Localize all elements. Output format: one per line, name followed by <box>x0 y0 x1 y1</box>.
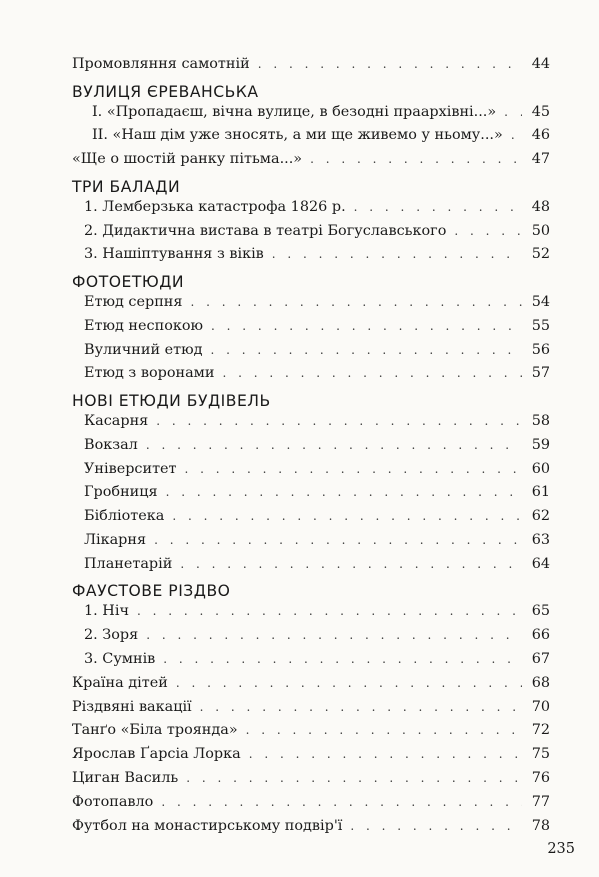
dot-leader <box>137 604 522 618</box>
entry-title: 2. Дидактична вистава в театрі Богуславського <box>84 222 447 239</box>
toc-entry[interactable] <box>72 746 550 770</box>
dot-leader <box>190 295 522 309</box>
dot-leader <box>511 128 522 142</box>
toc-entry[interactable] <box>72 508 550 532</box>
entry-title: Гробниця <box>84 484 158 501</box>
entry-page: 64 <box>531 555 550 572</box>
entry-page: 72 <box>531 722 550 739</box>
entry-title: Лікарня <box>84 531 147 548</box>
dot-leader <box>146 438 522 452</box>
entry-title: Етюд з воронами <box>84 365 215 382</box>
toc-entry[interactable] <box>72 770 550 794</box>
entry-page: 67 <box>531 650 550 667</box>
dot-leader <box>186 771 522 785</box>
dot-leader <box>272 247 522 261</box>
section-heading: ТРИ БАЛАДИ <box>72 177 181 196</box>
dot-leader <box>211 319 522 333</box>
entry-page: 56 <box>531 341 550 358</box>
toc-entry[interactable] <box>72 627 550 651</box>
entry-page: 48 <box>531 198 550 215</box>
toc-entry[interactable] <box>72 699 550 723</box>
entry-page: 63 <box>531 531 550 548</box>
entry-title: Фотопавло <box>72 793 154 810</box>
entry-title: Етюд серпня <box>84 293 183 310</box>
entry-title: I. «Пропадаєш, вічна вулице, в безодні праархівні...» <box>92 103 497 120</box>
toc-entry[interactable] <box>72 461 550 485</box>
entry-title: Бібліотека <box>84 508 165 525</box>
entry-title: 1. Лемберзька катастрофа 1826 р. <box>84 198 346 215</box>
toc-entry[interactable] <box>72 365 550 389</box>
entry-title: 1. Ніч <box>84 603 129 620</box>
entry-title: Футбол на монастирському подвір'ї <box>72 817 343 834</box>
dot-leader <box>350 819 522 833</box>
dot-leader <box>200 700 522 714</box>
dot-leader <box>161 795 522 809</box>
toc-entry[interactable] <box>72 199 550 223</box>
entry-title: Циган Василь <box>72 769 179 786</box>
entry-page: 77 <box>531 793 550 810</box>
entry-page: 54 <box>531 293 550 310</box>
toc-entry[interactable] <box>72 603 550 627</box>
toc-entry[interactable] <box>72 651 550 675</box>
entry-page: 59 <box>531 436 550 453</box>
toc-entry[interactable] <box>72 794 550 818</box>
entry-page: 52 <box>531 246 550 263</box>
dot-leader <box>185 462 522 476</box>
toc-entry[interactable] <box>72 294 550 318</box>
dot-leader <box>166 485 522 499</box>
entry-title: 3. Сумнів <box>84 650 156 667</box>
entry-page: 70 <box>531 698 550 715</box>
section-heading: ФАУСТОВЕ РІЗДВО <box>72 582 231 601</box>
toc-entry[interactable] <box>72 56 550 80</box>
toc-entry[interactable] <box>72 484 550 508</box>
entry-title: «Ще о шостій ранку пітьма...» <box>72 151 303 168</box>
dot-leader <box>156 414 522 428</box>
entry-page: 78 <box>531 817 550 834</box>
entry-page: 65 <box>531 603 550 620</box>
entry-page: 68 <box>531 674 550 691</box>
entry-title: Планетарій <box>84 555 173 572</box>
section-heading: ВУЛИЦЯ ЄРЕВАНСЬКА <box>72 82 259 101</box>
dot-leader <box>176 676 522 690</box>
dot-leader <box>154 533 522 547</box>
entry-title: II. «Наш дім уже зносять, а ми ще живемо у ньому...» <box>92 127 503 144</box>
page-number: 235 <box>547 841 575 857</box>
dot-leader <box>211 343 522 357</box>
entry-page: 58 <box>531 412 550 429</box>
entry-page: 57 <box>531 365 550 382</box>
entry-title: Університет <box>84 460 177 477</box>
dot-leader <box>354 200 522 214</box>
entry-title: Ярослав Ґарсіа Лорка <box>72 746 241 763</box>
toc-entry[interactable] <box>72 246 550 270</box>
section-heading: ФОТОЕТЮДИ <box>72 273 185 292</box>
toc-entry[interactable] <box>72 342 550 366</box>
entry-page: 44 <box>531 56 550 72</box>
dot-leader <box>310 152 522 166</box>
toc-entry[interactable] <box>72 223 550 247</box>
entry-title: 3. Нашіптування з віків <box>84 246 264 263</box>
entry-title: Країна дітей <box>72 674 168 691</box>
dot-leader <box>258 57 522 71</box>
entry-title: Вуличний етюд <box>84 341 203 358</box>
entry-page: 50 <box>531 222 550 239</box>
toc-entry[interactable] <box>72 818 550 842</box>
toc-entry[interactable] <box>72 722 550 746</box>
table-of-contents <box>72 56 550 841</box>
toc-entry[interactable] <box>72 151 550 175</box>
dot-leader <box>180 557 522 571</box>
entry-title: 2. Зоря <box>84 627 139 644</box>
entry-page: 47 <box>531 151 550 168</box>
toc-entry[interactable] <box>72 318 550 342</box>
toc-entry[interactable] <box>72 127 550 151</box>
entry-title: Промовляння самотній <box>72 56 250 72</box>
dot-leader <box>222 366 522 380</box>
toc-entry[interactable] <box>72 675 550 699</box>
entry-page: 60 <box>531 460 550 477</box>
dot-leader <box>504 105 522 119</box>
entry-page: 61 <box>531 484 550 501</box>
entry-title: Танґо «Біла троянда» <box>72 722 238 739</box>
entry-page: 76 <box>531 769 550 786</box>
toc-entry[interactable] <box>72 413 550 437</box>
entry-page: 46 <box>531 127 550 144</box>
dot-leader <box>249 747 522 761</box>
entry-page: 62 <box>531 508 550 525</box>
dot-leader <box>146 628 522 642</box>
entry-title: Касарня <box>84 412 149 429</box>
dot-leader <box>246 723 522 737</box>
entry-title: Етюд неспокою <box>84 317 204 334</box>
toc-entry[interactable] <box>72 437 550 461</box>
toc-entry[interactable] <box>72 104 550 128</box>
dot-leader <box>172 509 522 523</box>
section-heading: НОВІ ЕТЮДИ БУДІВЕЛЬ <box>72 392 271 411</box>
entry-page: 55 <box>531 317 550 334</box>
dot-leader <box>163 652 522 666</box>
entry-title: Вокзал <box>84 436 138 453</box>
toc-entry[interactable] <box>72 556 550 580</box>
entry-page: 75 <box>531 746 550 763</box>
entry-title: Різдвяні вакації <box>72 698 192 715</box>
toc-entry[interactable] <box>72 532 550 556</box>
dot-leader <box>454 224 522 238</box>
entry-page: 45 <box>531 103 550 120</box>
entry-page: 66 <box>531 627 550 644</box>
